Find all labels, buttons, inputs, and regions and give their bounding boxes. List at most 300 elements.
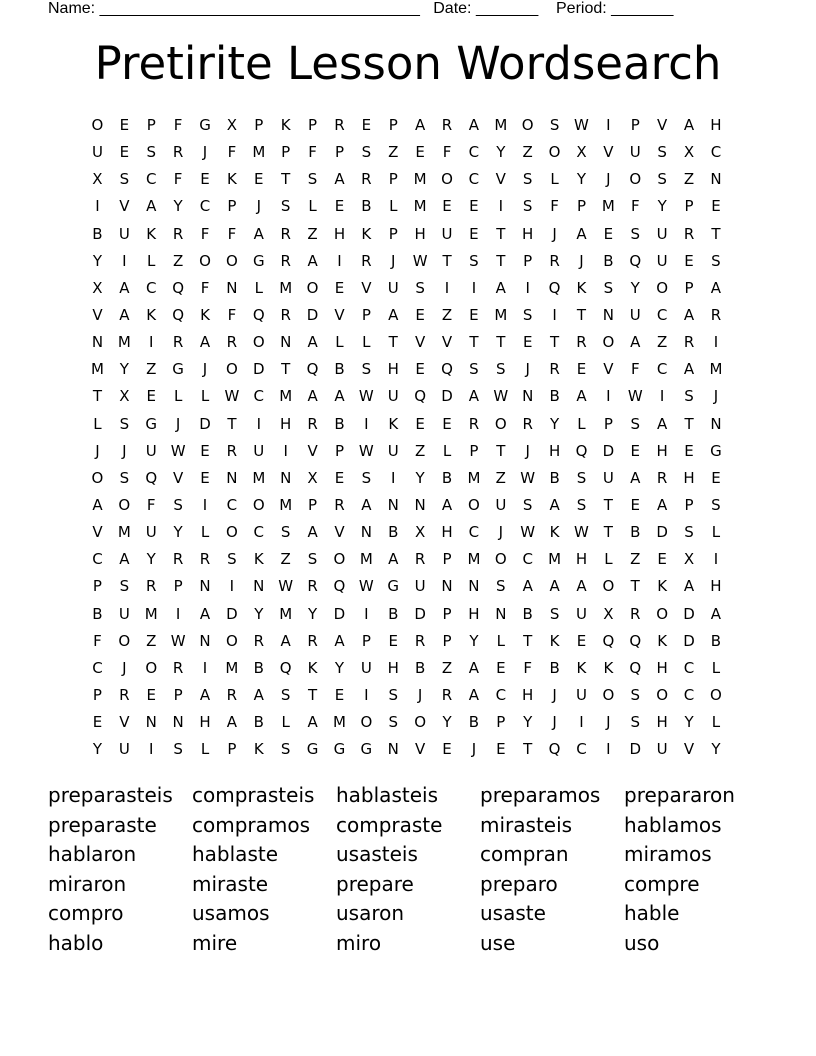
grid-letter: P <box>308 116 318 134</box>
grid-letter: U <box>629 143 641 162</box>
grid-letter: A <box>307 523 318 542</box>
grid-letter: L <box>200 523 210 542</box>
grid-letter: S <box>684 523 694 542</box>
word-list-item: usaste <box>480 901 546 926</box>
grid-letter: E <box>442 740 452 759</box>
grid-letter: M <box>252 468 266 487</box>
grid-letter: S <box>522 495 533 514</box>
grid-letter: R <box>172 333 184 352</box>
grid-letter: V <box>603 360 614 379</box>
grid-letter: P <box>254 116 264 134</box>
grid-letter: B <box>334 360 345 379</box>
grid-letter: P <box>227 197 237 216</box>
grid-letter: F <box>227 305 237 324</box>
grid-letter: J <box>579 251 584 270</box>
grid-letter: K <box>307 658 318 677</box>
grid-letter: Z <box>414 441 426 460</box>
grid-letter: C <box>199 197 211 216</box>
grid-letter: A <box>522 577 533 596</box>
grid-letter: U <box>602 468 614 487</box>
grid-letter: A <box>630 333 641 352</box>
grid-letter: E <box>711 468 721 487</box>
grid-letter: M <box>279 387 293 406</box>
grid-letter: C <box>656 360 668 379</box>
grid-letter: E <box>334 685 345 704</box>
grid-letter: C <box>226 495 238 514</box>
grid-letter: Y <box>146 550 156 569</box>
grid-letter: U <box>575 604 587 623</box>
grid-letter: A <box>146 197 157 216</box>
grid-letter: I <box>391 468 396 487</box>
grid-letter: A <box>710 278 722 297</box>
grid-letter: Q <box>629 251 642 270</box>
grid-letter: Q <box>441 360 453 379</box>
grid-letter: P <box>469 441 479 460</box>
grid-letter: K <box>361 224 372 243</box>
grid-letter: L <box>711 523 721 542</box>
grid-letter: U <box>387 387 399 406</box>
grid-letter: X <box>307 468 318 487</box>
grid-letter: P <box>442 604 452 623</box>
grid-letter: R <box>307 414 318 433</box>
grid-letter: T <box>576 305 587 324</box>
grid-letter: A <box>199 333 211 352</box>
grid-letter: E <box>442 197 452 216</box>
grid-letter: L <box>200 740 210 759</box>
grid-letter: A <box>307 713 318 732</box>
grid-letter: T <box>281 360 291 379</box>
grid-letter: V <box>657 116 668 134</box>
grid-letter: I <box>364 685 369 704</box>
grid-letter: C <box>522 550 533 569</box>
grid-letter: R <box>361 251 372 270</box>
grid-letter: P <box>630 116 640 134</box>
grid-letter: W <box>358 387 374 406</box>
grid-letter: R <box>710 305 722 324</box>
grid-letter: W <box>224 387 240 406</box>
grid-letter: O <box>91 468 104 487</box>
grid-letter: O <box>118 631 131 650</box>
grid-letter: V <box>441 333 453 352</box>
grid-letter: K <box>200 305 210 324</box>
grid-letter: M <box>709 360 723 379</box>
grid-letter: L <box>711 658 721 677</box>
grid-letter: R <box>307 577 318 596</box>
grid-letter: N <box>199 577 211 596</box>
grid-letter: S <box>307 550 318 569</box>
grid-letter: P <box>92 577 102 596</box>
grid-letter: B <box>388 604 399 623</box>
grid-letter: N <box>280 468 292 487</box>
grid-letter: F <box>227 143 237 162</box>
grid-letter: J <box>552 685 557 704</box>
grid-letter: N <box>602 305 614 324</box>
grid-letter: J <box>122 658 127 677</box>
word-list-item: hablaron <box>48 842 137 867</box>
grid-letter: L <box>550 170 559 189</box>
grid-letter: T <box>523 740 533 759</box>
grid-letter: V <box>603 143 614 162</box>
grid-letter: J <box>391 251 396 270</box>
grid-letter: I <box>149 333 154 352</box>
grid-letter: C <box>92 550 103 569</box>
grid-letter: S <box>119 577 130 596</box>
grid-letter: U <box>629 305 641 324</box>
word-list-item: miraste <box>192 871 269 896</box>
grid-letter: H <box>387 360 399 379</box>
grid-letter: Y <box>657 197 667 216</box>
grid-letter: T <box>469 333 479 352</box>
grid-letter: Q <box>333 577 346 596</box>
grid-letter: A <box>710 604 722 623</box>
grid-letter: O <box>494 414 507 433</box>
grid-letter: T <box>442 251 452 270</box>
grid-letter: R <box>334 495 345 514</box>
grid-letter: C <box>145 278 157 297</box>
grid-letter: E <box>200 441 210 460</box>
grid-letter: H <box>683 468 695 487</box>
grid-letter: D <box>414 604 426 623</box>
grid-letter: E <box>684 441 694 460</box>
grid-letter: S <box>657 143 667 162</box>
grid-letter: Y <box>442 713 452 732</box>
grid-letter: H <box>414 224 426 243</box>
grid-letter: M <box>279 278 293 297</box>
grid-letter: Z <box>172 251 184 270</box>
grid-letter: O <box>602 685 615 704</box>
grid-letter: E <box>711 197 721 216</box>
grid-letter: A <box>119 550 130 569</box>
word-list-item: compramos <box>192 812 311 837</box>
grid-letter: Z <box>522 143 533 162</box>
grid-letter: A <box>119 305 130 324</box>
word-list-item: uso <box>624 930 660 955</box>
grid-letter: E <box>415 414 425 433</box>
grid-letter: Y <box>684 713 694 732</box>
grid-letter: U <box>91 143 103 162</box>
grid-letter: N <box>522 387 534 406</box>
grid-letter: T <box>711 224 721 243</box>
grid-letter: F <box>523 658 533 677</box>
grid-letter: I <box>579 713 584 732</box>
grid-letter: I <box>95 197 100 216</box>
grid-letter: Y <box>92 251 103 270</box>
grid-letter: S <box>576 468 587 487</box>
grid-letter: X <box>414 523 426 542</box>
grid-letter: O <box>710 685 722 704</box>
grid-letter: F <box>146 495 156 514</box>
grid-letter: R <box>146 577 157 596</box>
grid-letter: T <box>281 170 291 189</box>
grid-letter: Y <box>119 360 129 379</box>
grid-letter: K <box>226 170 237 189</box>
grid-letter: W <box>412 251 428 270</box>
grid-letter: R <box>549 360 560 379</box>
grid-letter: R <box>549 251 560 270</box>
grid-letter: U <box>656 740 668 759</box>
word-list-item: compre <box>624 871 700 896</box>
grid-letter: S <box>469 251 479 270</box>
grid-letter: H <box>441 523 453 542</box>
grid-letter: O <box>629 170 642 189</box>
grid-letter: J <box>606 713 611 732</box>
grid-letter: A <box>253 685 264 704</box>
grid-letter: L <box>577 414 586 433</box>
grid-letter: B <box>441 468 453 487</box>
grid-letter: S <box>280 685 291 704</box>
grid-letter: A <box>683 360 695 379</box>
word-list-item: comprasteis <box>192 783 315 807</box>
grid-letter: H <box>280 414 292 433</box>
word-list-item: compran <box>480 842 569 867</box>
grid-letter: O <box>118 495 131 514</box>
grid-letter: E <box>146 387 156 406</box>
grid-letter: N <box>495 604 507 623</box>
grid-letter: U <box>656 251 668 270</box>
grid-letter: I <box>713 550 719 569</box>
grid-letter: I <box>202 495 208 514</box>
grid-letter: O <box>602 333 615 352</box>
grid-letter: C <box>683 685 695 704</box>
grid-letter: R <box>307 631 318 650</box>
grid-letter: O <box>414 713 427 732</box>
grid-letter: A <box>199 685 211 704</box>
grid-letter: A <box>549 495 560 514</box>
grid-letter: H <box>656 658 668 677</box>
grid-letter: V <box>683 740 695 759</box>
grid-letter: E <box>388 631 398 650</box>
grid-letter: S <box>280 197 291 216</box>
grid-letter: E <box>200 170 210 189</box>
grid-letter: P <box>334 441 344 460</box>
grid-letter: E <box>334 468 345 487</box>
name-date-period-line: Name: ____________________________________ Date: _______ Period: _______ <box>48 0 674 17</box>
grid-letter: Y <box>469 631 479 650</box>
grid-letter: A <box>683 577 695 596</box>
grid-letter: O <box>252 495 265 514</box>
grid-letter: U <box>360 658 372 677</box>
grid-letter: C <box>92 658 103 677</box>
grid-letter: I <box>202 658 208 677</box>
grid-letter: A <box>307 251 318 270</box>
grid-letter: S <box>522 305 533 324</box>
grid-letter: M <box>467 468 481 487</box>
grid-letter: S <box>173 495 183 514</box>
grid-letter: I <box>229 577 235 596</box>
grid-letter: R <box>119 685 130 704</box>
grid-letter: A <box>576 224 587 243</box>
grid-letter: O <box>441 170 453 189</box>
grid-letter: Y <box>550 414 560 433</box>
grid-letter: E <box>576 631 587 650</box>
grid-letter: E <box>469 305 479 324</box>
grid-letter: B <box>549 468 560 487</box>
grid-letter: E <box>119 116 130 134</box>
grid-letter: M <box>90 360 104 379</box>
grid-letter: S <box>415 278 425 297</box>
grid-letter: N <box>226 468 238 487</box>
grid-letter: D <box>333 604 346 623</box>
grid-letter: T <box>92 387 103 406</box>
grid-letter: P <box>361 631 371 650</box>
grid-letter: U <box>118 740 130 759</box>
grid-letter: E <box>496 658 506 677</box>
grid-letter: H <box>522 685 534 704</box>
grid-letter: T <box>388 333 398 352</box>
grid-letter: S <box>119 170 130 189</box>
grid-letter: A <box>307 333 318 352</box>
grid-letter: V <box>119 713 130 732</box>
grid-letter: Q <box>602 631 615 650</box>
grid-letter: X <box>683 550 695 569</box>
grid-letter: E <box>442 414 452 433</box>
grid-letter: R <box>226 441 238 460</box>
grid-letter: W <box>358 441 374 460</box>
grid-letter: L <box>442 441 452 460</box>
grid-letter: Y <box>523 713 533 732</box>
grid-letter: Z <box>441 658 453 677</box>
grid-letter: G <box>333 740 346 759</box>
grid-letter: D <box>683 631 695 650</box>
grid-letter: C <box>683 658 695 677</box>
grid-letter: S <box>549 116 560 134</box>
grid-letter: G <box>360 740 373 759</box>
grid-letter: G <box>145 414 158 433</box>
grid-letter: N <box>387 740 399 759</box>
grid-letter: U <box>656 224 668 243</box>
grid-letter: S <box>711 495 721 514</box>
grid-letter: Y <box>630 278 640 297</box>
grid-letter: E <box>146 685 156 704</box>
grid-letter: O <box>468 495 480 514</box>
grid-letter: Q <box>279 658 292 677</box>
grid-letter: E <box>415 143 425 162</box>
grid-letter: X <box>119 387 130 406</box>
grid-letter: Z <box>441 305 453 324</box>
grid-letter: L <box>200 387 210 406</box>
grid-letter: E <box>576 360 587 379</box>
grid-letter: O <box>225 360 238 379</box>
grid-letter: K <box>253 740 264 759</box>
grid-letter: U <box>495 495 507 514</box>
grid-letter: I <box>149 740 154 759</box>
grid-letter: Z <box>307 224 318 243</box>
grid-letter: H <box>656 441 668 460</box>
grid-letter: I <box>498 197 504 216</box>
grid-letter: Z <box>495 468 506 487</box>
grid-letter: T <box>496 251 506 270</box>
grid-letter: R <box>361 170 372 189</box>
grid-letter: P <box>523 251 533 270</box>
grid-letter: R <box>253 631 264 650</box>
grid-letter: T <box>603 523 613 542</box>
grid-letter: H <box>548 441 561 460</box>
grid-letter: S <box>603 278 614 297</box>
grid-letter: Q <box>145 468 158 487</box>
grid-letter: J <box>202 143 208 162</box>
grid-letter: Y <box>92 740 103 759</box>
grid-letter: W <box>627 387 643 406</box>
grid-letter: L <box>173 387 183 406</box>
grid-letter: P <box>603 414 613 433</box>
grid-letter: K <box>657 577 668 596</box>
grid-letter: W <box>358 577 374 596</box>
grid-letter: M <box>413 170 427 189</box>
grid-letter: W <box>574 116 589 134</box>
grid-letter: R <box>414 550 426 569</box>
grid-letter: Q <box>414 387 427 406</box>
word-list-item: miramos <box>624 842 712 867</box>
grid-letter: B <box>522 604 533 623</box>
grid-letter: K <box>603 658 614 677</box>
grid-letter: M <box>117 523 131 542</box>
grid-letter: A <box>468 658 480 677</box>
grid-letter: R <box>280 251 291 270</box>
grid-letter: Z <box>146 360 157 379</box>
grid-letter: A <box>576 387 587 406</box>
grid-letter: I <box>175 604 181 623</box>
grid-letter: C <box>468 523 480 542</box>
grid-letter: Q <box>575 441 588 460</box>
grid-letter: G <box>172 360 184 379</box>
grid-letter: B <box>414 658 426 677</box>
grid-letter: V <box>361 278 372 297</box>
grid-letter: F <box>93 631 102 650</box>
grid-letter: X <box>683 143 695 162</box>
grid-letter: H <box>710 116 722 134</box>
grid-letter: S <box>522 197 533 216</box>
grid-letter: K <box>576 278 587 297</box>
grid-letter: N <box>387 495 399 514</box>
grid-letter: M <box>332 713 346 732</box>
grid-letter: W <box>520 523 536 542</box>
grid-letter: P <box>388 224 398 243</box>
grid-letter: K <box>280 116 291 134</box>
word-list-item: hablo <box>48 930 104 955</box>
word-list-item: compraste <box>336 812 443 837</box>
grid-letter: V <box>307 441 318 460</box>
grid-letter: H <box>710 577 722 596</box>
grid-letter: H <box>575 550 588 569</box>
grid-letter: D <box>629 740 642 759</box>
grid-letter: J <box>525 441 530 460</box>
grid-letter: A <box>657 495 668 514</box>
grid-letter: B <box>468 713 480 732</box>
grid-letter: T <box>630 577 640 596</box>
grid-letter: Y <box>334 658 345 677</box>
grid-letter: P <box>442 631 452 650</box>
grid-letter: S <box>227 550 237 569</box>
word-list-item: prepararon <box>624 783 735 807</box>
grid-letter: B <box>603 251 614 270</box>
grid-letter: V <box>92 523 103 542</box>
grid-letter: I <box>122 251 127 270</box>
grid-letter: H <box>387 658 399 677</box>
grid-letter: Z <box>146 631 157 650</box>
grid-letter: E <box>496 740 506 759</box>
grid-letter: Y <box>415 468 425 487</box>
grid-letter: I <box>283 441 288 460</box>
grid-letter: S <box>307 170 318 189</box>
grid-letter: W <box>574 523 589 542</box>
grid-letter: B <box>388 523 399 542</box>
grid-letter: R <box>683 333 695 352</box>
grid-letter: R <box>199 550 211 569</box>
grid-letter: A <box>683 305 695 324</box>
word-list-item: miraron <box>48 871 127 896</box>
grid-letter: U <box>441 224 453 243</box>
grid-letter: P <box>227 740 237 759</box>
